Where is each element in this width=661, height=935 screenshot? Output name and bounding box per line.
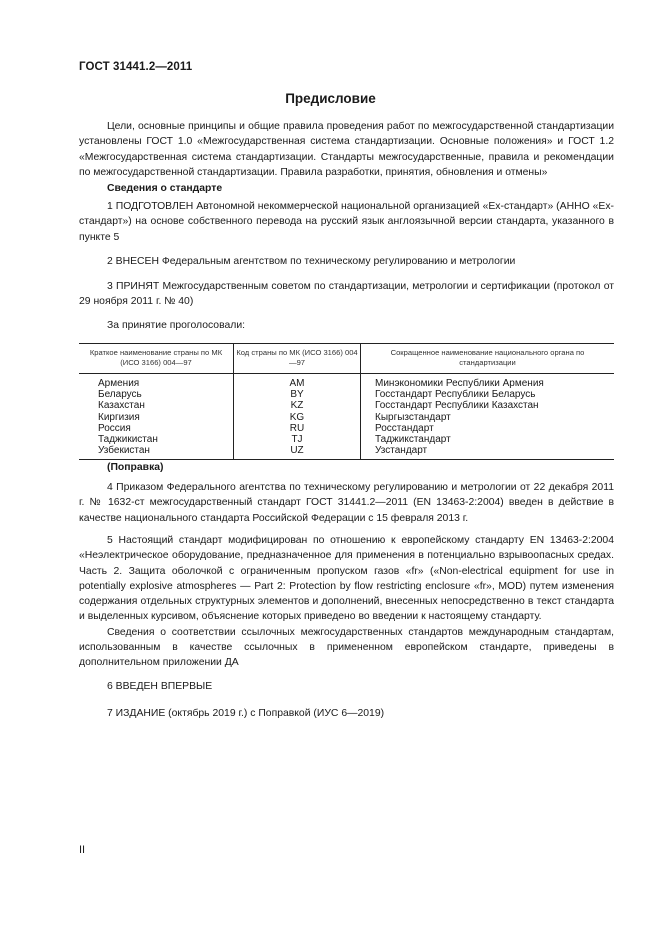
- country-name-cell: Таджикистан: [98, 434, 158, 446]
- intro-paragraph: Цели, основные принципы и общие правила проведения работ по межгосударственной стандартизации установлены ГОСТ 1.0 «Межгосударственная система стандартизации. Основные положения» и ГОСТ 1.2 «Межгосударственная система стандартизации. Стандарты межгосударственные, правила и рекомендации по межгосударственной стандартизации. Правила разработки, принятия, обновления и отмены»: [79, 121, 614, 178]
- national-body-column: [361, 374, 615, 460]
- header-national-body: Сокращенное наименование национального органа по стандартизации: [361, 344, 615, 374]
- national-body-cell: Госстандарт Республики Казахстан: [375, 400, 539, 412]
- national-body-cell: Таджикстандарт: [375, 434, 451, 446]
- intro-paragraph-block: [79, 119, 614, 180]
- page-title: Предисловие: [285, 91, 376, 106]
- country-code-cell: AM: [289, 378, 305, 389]
- country-name-cell: Армения: [98, 378, 140, 389]
- country-name-cell: Беларусь: [98, 389, 142, 401]
- amendment-label: (Поправка): [107, 462, 164, 473]
- country-code-cell: KG: [289, 411, 305, 423]
- table-header-row: [79, 344, 614, 374]
- national-body-cell: Кыргызстандарт: [375, 411, 451, 423]
- item-3-text: 3 ПРИНЯТ Межгосударственным советом по стандартизации, метрологии и сертификации (протокол от 29 ноября 2011 г. № 40): [79, 281, 614, 308]
- country-name-cell: Киргизия: [98, 411, 140, 423]
- item-7-text: 7 ИЗДАНИЕ (октябрь 2019 г.) с Поправкой (ИУС 6—2019): [107, 708, 385, 719]
- page-number: II: [79, 844, 86, 856]
- country-code-cell: BY: [290, 389, 304, 401]
- item-6-block: [79, 679, 614, 694]
- item-3-block: [79, 279, 614, 310]
- item-4-text: 4 Приказом Федерального агентства по техническому регулированию и метрологии от 22 декабря 2011 г. № 1632-ст межгосударственный стандарт ГОСТ 31441.2—2011 (EN 13463-2:2004) введен в действие в качестве национального стандарта Российской Федерации с 15 февраля 2013 г.: [79, 482, 614, 524]
- national-body-cell: Минэкономики Республики Армения: [375, 378, 544, 389]
- country-code-cell: KZ: [290, 400, 304, 412]
- item-2-text: 2 ВНЕСЕН Федеральным агентством по техническому регулированию и метрологии: [107, 256, 516, 267]
- header-country-name: Краткое наименование страны по МК (ИСО 3166) 004—97: [79, 344, 234, 374]
- country-code-cell: TJ: [291, 434, 303, 446]
- voted-label: За принятие проголосовали:: [107, 320, 246, 331]
- member-states-table: [79, 343, 614, 460]
- country-name-cell: Казахстан: [98, 400, 145, 412]
- item-1-block: [79, 199, 614, 245]
- national-body-cell: Росстандарт: [375, 422, 434, 434]
- section-heading: Сведения о стандарте: [107, 183, 223, 194]
- national-body-cell: Госстандарт Республики Беларусь: [375, 389, 536, 401]
- table-row: [79, 374, 614, 460]
- country-code-column: [234, 374, 361, 460]
- item-1-text: 1 ПОДГОТОВЛЕН Автономной некоммерческой национальной организацией «Ех-стандарт» (АННО «Ех-стандарт») на основе собственного перевода на русский язык англоязычной версии стандарта, указанного в пункте 5: [79, 201, 614, 243]
- country-name-cell: Узбекистан: [98, 445, 150, 457]
- header-country-code: Код страны по МК (ИСО 3166) 004—97: [234, 344, 361, 374]
- item-5-text: 5 Настоящий стандарт модифицирован по отношению к европейскому стандарту EN 13463-2:2004 «Неэлектрическое оборудование, предназначенное для применения в потенциально взрывоопасных средах. Часть 2. Защита оболочкой с ограниченным пропуском газов «fr» («Non-electrical equipment for use in potentially explosive atmospheres — Part 2: Protection by flow restricting enclosure «fr», MOD) путем изменения содержания отдельных структурных элементов и дополнений, внесенных непосредственно в текст стандарта и выделенных курсивом, объяснение которых приведено во введении к настоящему стандарту.: [79, 535, 614, 623]
- document-id: ГОСТ 31441.2—2011: [79, 61, 193, 73]
- item-5-references-text: Сведения о соответствии ссылочных межгосударственных стандартов международным стандартам, использованным в качестве ссылочных в примененном европейском стандарте, приведены в дополнительном приложении ДА: [79, 626, 614, 669]
- country-code-cell: RU: [289, 422, 305, 434]
- item-2-block: [79, 254, 614, 269]
- country-name-cell: Россия: [98, 422, 131, 434]
- item-4-block: [79, 480, 614, 526]
- country-code-cell: UZ: [290, 445, 304, 457]
- country-name-column: [79, 374, 234, 460]
- item-5-block: [79, 533, 614, 671]
- item-7-block: [79, 706, 614, 721]
- national-body-cell: Узстандарт: [375, 445, 428, 457]
- item-6-text: 6 ВВЕДЕН ВПЕРВЫЕ: [107, 681, 213, 692]
